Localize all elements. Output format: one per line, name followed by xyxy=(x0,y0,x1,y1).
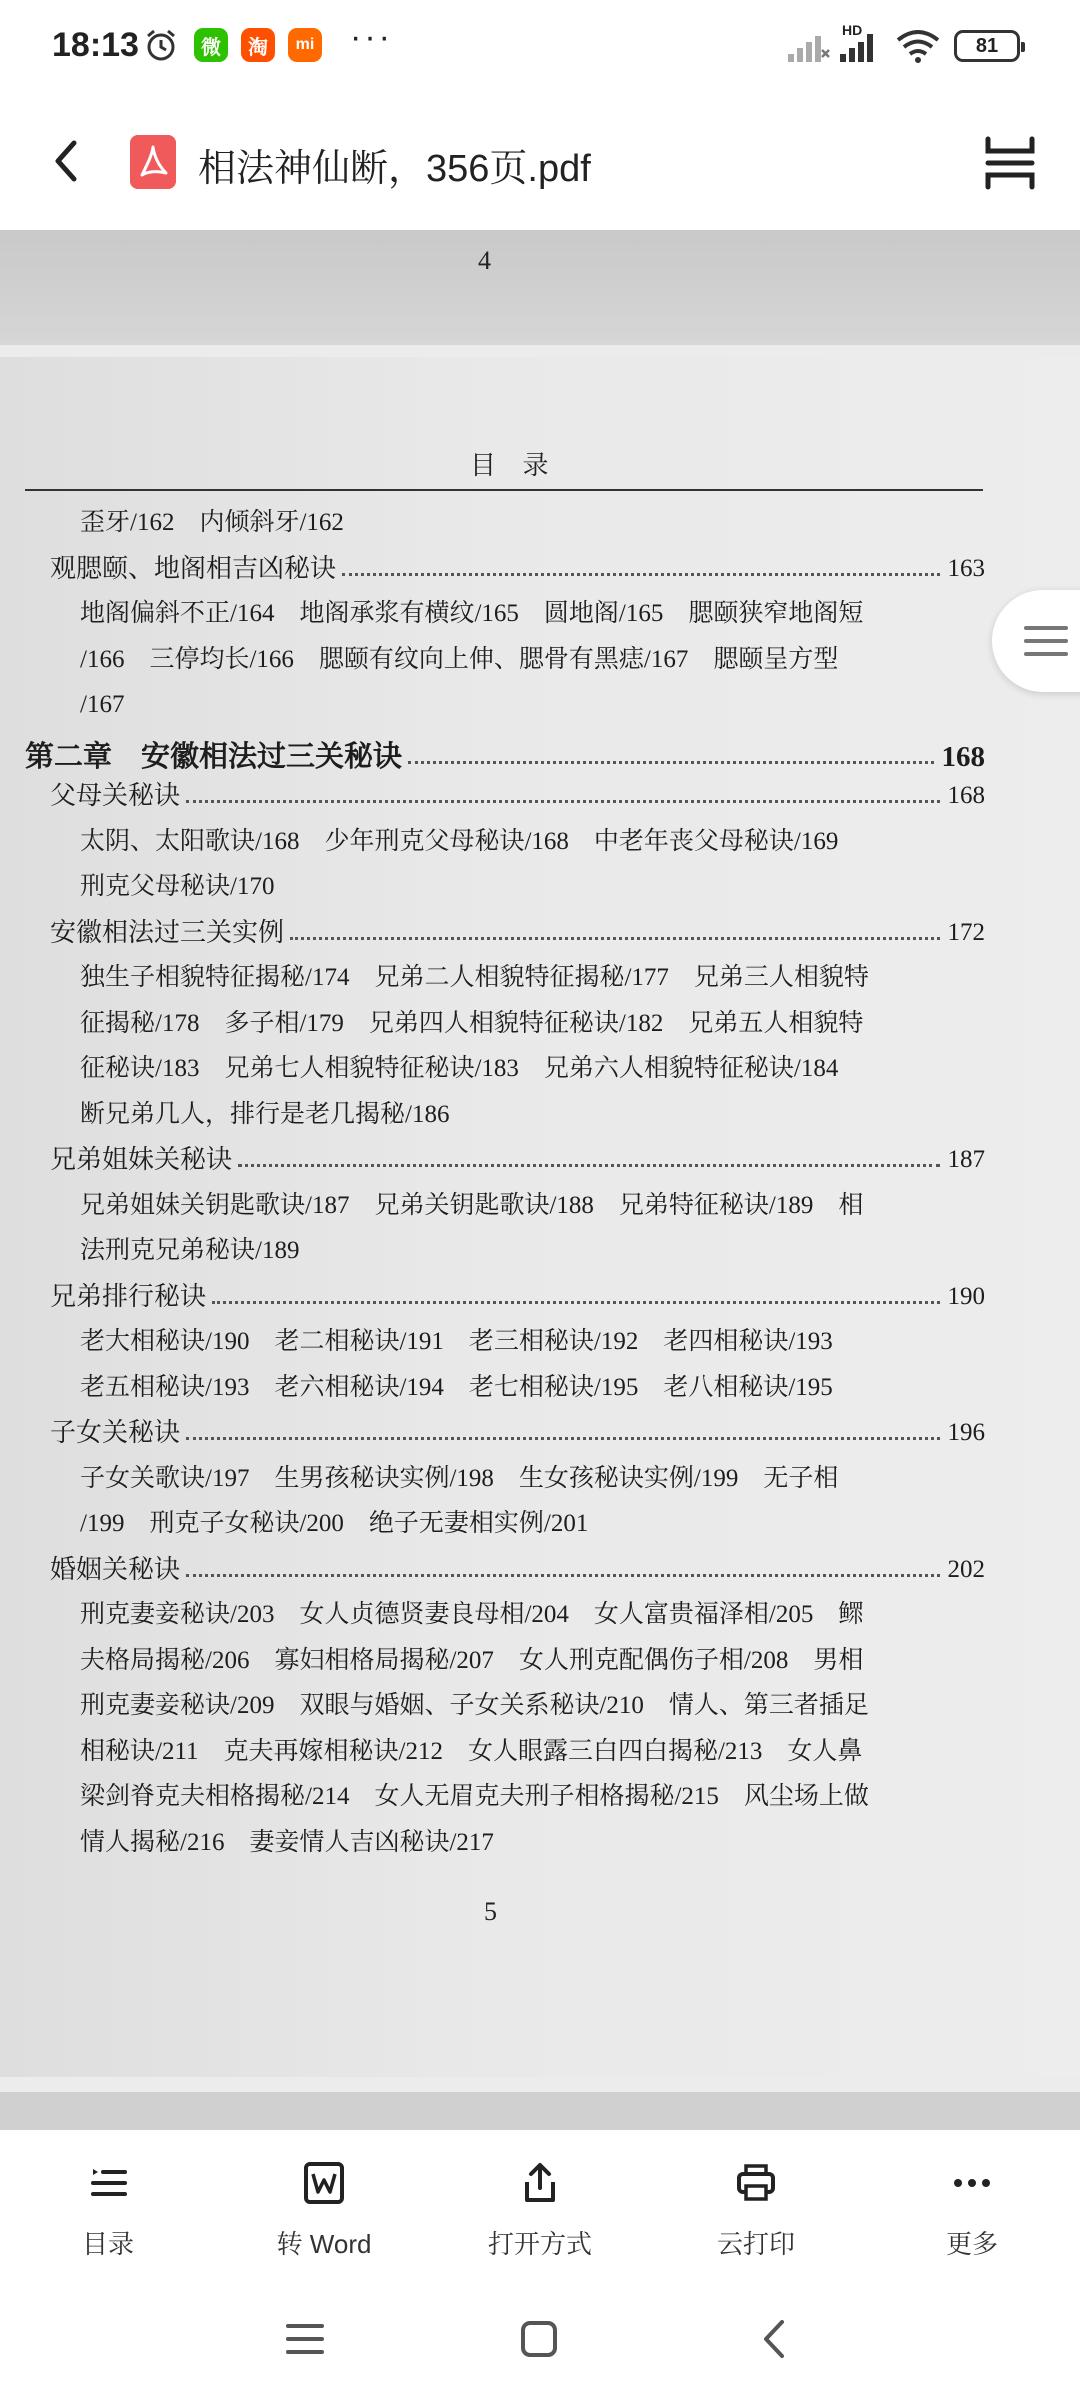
toc-page-number: 168 xyxy=(941,740,985,773)
status-more-indicator: ··· xyxy=(350,18,393,56)
status-time: 18:13 xyxy=(52,26,139,64)
toc-entry: 歪牙/162 内倾斜牙/162 xyxy=(80,509,344,536)
toc-entry: 法刑克兄弟秘诀/189 xyxy=(80,1237,300,1264)
taobao-icon: 淘 xyxy=(241,28,275,62)
toolbar-toc-button[interactable] xyxy=(0,2130,216,2280)
toc-divider xyxy=(25,489,983,491)
signal-weak-icon xyxy=(786,30,830,64)
toc-entry: 征揭秘/178 多子相/179 兄弟四人相貌特征秘诀/182 兄弟五人相貌特 xyxy=(80,1009,864,1037)
toc-section: 子女关秘诀 xyxy=(50,1418,181,1447)
word-icon xyxy=(301,2160,347,2206)
alarm-icon xyxy=(143,28,179,64)
toc-entry: 刑克妻妾秘诀/209 双眼与婚姻、子女关系秘诀/210 情人、第三者插足 xyxy=(80,1692,869,1719)
toolbar-open-with-button[interactable] xyxy=(432,2130,648,2280)
hd-label: HD xyxy=(842,22,863,38)
toc-page-number: 202 xyxy=(947,1555,985,1583)
menu-icon[interactable] xyxy=(280,2314,330,2364)
toc-section: 安徽相法过三关实例 xyxy=(50,917,285,947)
toc-section: 父母关秘诀 xyxy=(50,781,181,810)
toc-entry: 梁剑脊克夫相格揭秘/214 女人无眉克夫刑子相格揭秘/215 风尘场上做 xyxy=(80,1783,869,1810)
pdf-file-icon xyxy=(130,135,176,189)
pdf-viewer[interactable] xyxy=(0,230,1080,2130)
toc-dot-leader xyxy=(290,937,939,940)
status-bar xyxy=(0,0,1080,95)
back-icon[interactable] xyxy=(750,2314,800,2364)
toc-entry: 兄弟姐妹关钥匙歌诀/187 兄弟关钥匙歌诀/188 兄弟特征秘诀/189 相 xyxy=(80,1191,864,1219)
toc-section: 观腮颐、地阁相吉凶秘诀 xyxy=(50,553,337,583)
toc-entry: 太阴、太阳歌诀/168 少年刑克父母秘诀/168 中老年丧父母秘诀/169 xyxy=(80,827,839,855)
toc-entry: /167 xyxy=(80,691,125,718)
toc-entry: 相秘诀/211 克夫再嫁相秘诀/212 女人眼露三白四白揭秘/213 女人鼻 xyxy=(80,1737,863,1765)
toc-entry: 老五相秘诀/193 老六相秘诀/194 老七相秘诀/195 老八相秘诀/195 xyxy=(80,1373,833,1401)
toolbar-label: 转 Word xyxy=(276,2229,372,2259)
toc-page-number: 196 xyxy=(947,1419,985,1446)
toolbar-label: 打开方式 xyxy=(487,2229,592,2259)
toc-entry: 刑克父母秘诀/170 xyxy=(80,873,275,900)
page-number: 5 xyxy=(484,1897,497,1926)
toc-heading: 目 录 xyxy=(470,451,559,480)
pdf-page xyxy=(0,357,1080,2077)
toc-page-number: 168 xyxy=(947,782,985,809)
battery-indicator: 81 xyxy=(954,30,1020,62)
system-nav-bar xyxy=(0,2280,1080,2400)
toc-page-number: 172 xyxy=(947,918,985,946)
toolbar-cloud-print-button[interactable] xyxy=(648,2130,864,2280)
app-header xyxy=(0,95,1080,230)
toc-dot-leader xyxy=(186,1574,939,1577)
toolbar-more-button[interactable] xyxy=(864,2130,1080,2280)
home-icon[interactable] xyxy=(514,2314,564,2364)
toc-chapter: 第二章 安徽相法过三关秘诀 xyxy=(25,740,403,773)
toc-entry: 独生子相貌特征揭秘/174 兄弟二人相貌特征揭秘/177 兄弟三人相貌特 xyxy=(80,964,869,991)
toc-page-number: 187 xyxy=(947,1146,985,1173)
mi-icon: mi xyxy=(288,28,322,62)
toolbar-label: 更多 xyxy=(945,2229,998,2259)
toolbar-label: 云打印 xyxy=(716,2229,795,2259)
previous-page-number: 4 xyxy=(478,246,491,275)
toc-page-number: 190 xyxy=(947,1282,985,1310)
toc-entry: 情人揭秘/216 妻妾情人吉凶秘诀/217 xyxy=(80,1828,494,1856)
wifi-icon xyxy=(894,28,942,64)
back-arrow-icon[interactable] xyxy=(40,131,90,191)
toc-page-number: 163 xyxy=(947,554,985,582)
toc-section: 兄弟排行秘诀 xyxy=(50,1281,207,1311)
toc-dot-leader xyxy=(408,761,933,764)
toc-dot-leader xyxy=(238,1164,939,1167)
signal-strong-icon xyxy=(838,30,882,64)
toc-entry: 断兄弟几人，排行是老几揭秘/186 xyxy=(80,1100,450,1128)
toc-section: 婚姻关秘诀 xyxy=(50,1554,181,1584)
toc-entry: 征秘诀/183 兄弟七人相貌特征秘诀/183 兄弟六人相貌特征秘诀/184 xyxy=(80,1055,839,1082)
toc-dot-leader xyxy=(186,1437,939,1440)
bottom-toolbar xyxy=(0,2130,1080,2280)
toc-icon xyxy=(85,2160,131,2206)
print-icon xyxy=(733,2160,779,2206)
toc-entry: 老大相秘诀/190 老二相秘诀/191 老三相秘诀/192 老四相秘诀/193 xyxy=(80,1328,833,1355)
toc-entry: /199 刑克子女秘诀/200 绝子无妻相实例/201 xyxy=(80,1510,589,1537)
toc-dot-leader xyxy=(212,1301,939,1304)
toolbar-word-button[interactable] xyxy=(216,2130,432,2280)
toc-entry: 地阁偏斜不正/164 地阁承浆有横纹/165 圆地阁/165 腮颐狭窄地阁短 xyxy=(80,600,864,627)
toolbar-label: 目录 xyxy=(81,2229,134,2259)
document-title: 相法神仙断，356页.pdf xyxy=(198,148,591,190)
toc-dot-leader xyxy=(342,573,939,576)
more-icon xyxy=(949,2160,995,2206)
toc-entry: 子女关歌诀/197 生男孩秘诀实例/198 生女孩秘诀实例/199 无子相 xyxy=(80,1464,839,1492)
toc-entry: 刑克妻妾秘诀/203 女人贞德贤妻良母相/204 女人富贵福泽相/205 鳏 xyxy=(80,1601,864,1628)
page-layout-icon[interactable] xyxy=(980,133,1040,193)
next-page xyxy=(0,2092,1080,2130)
share-icon xyxy=(517,2160,563,2206)
toc-dot-leader xyxy=(186,800,939,803)
toc-entry: 夫格局揭秘/206 寡妇相格局揭秘/207 女人刑克配偶伤子相/208 男相 xyxy=(80,1646,864,1674)
toc-entry: /166 三停均长/166 腮颐有纹向上伸、腮骨有黑痣/167 腮颐呈方型 xyxy=(80,645,839,673)
toc-section: 兄弟姐妹关秘诀 xyxy=(50,1145,233,1174)
previous-page xyxy=(0,230,1080,345)
wechat-icon: 微 xyxy=(194,28,228,62)
